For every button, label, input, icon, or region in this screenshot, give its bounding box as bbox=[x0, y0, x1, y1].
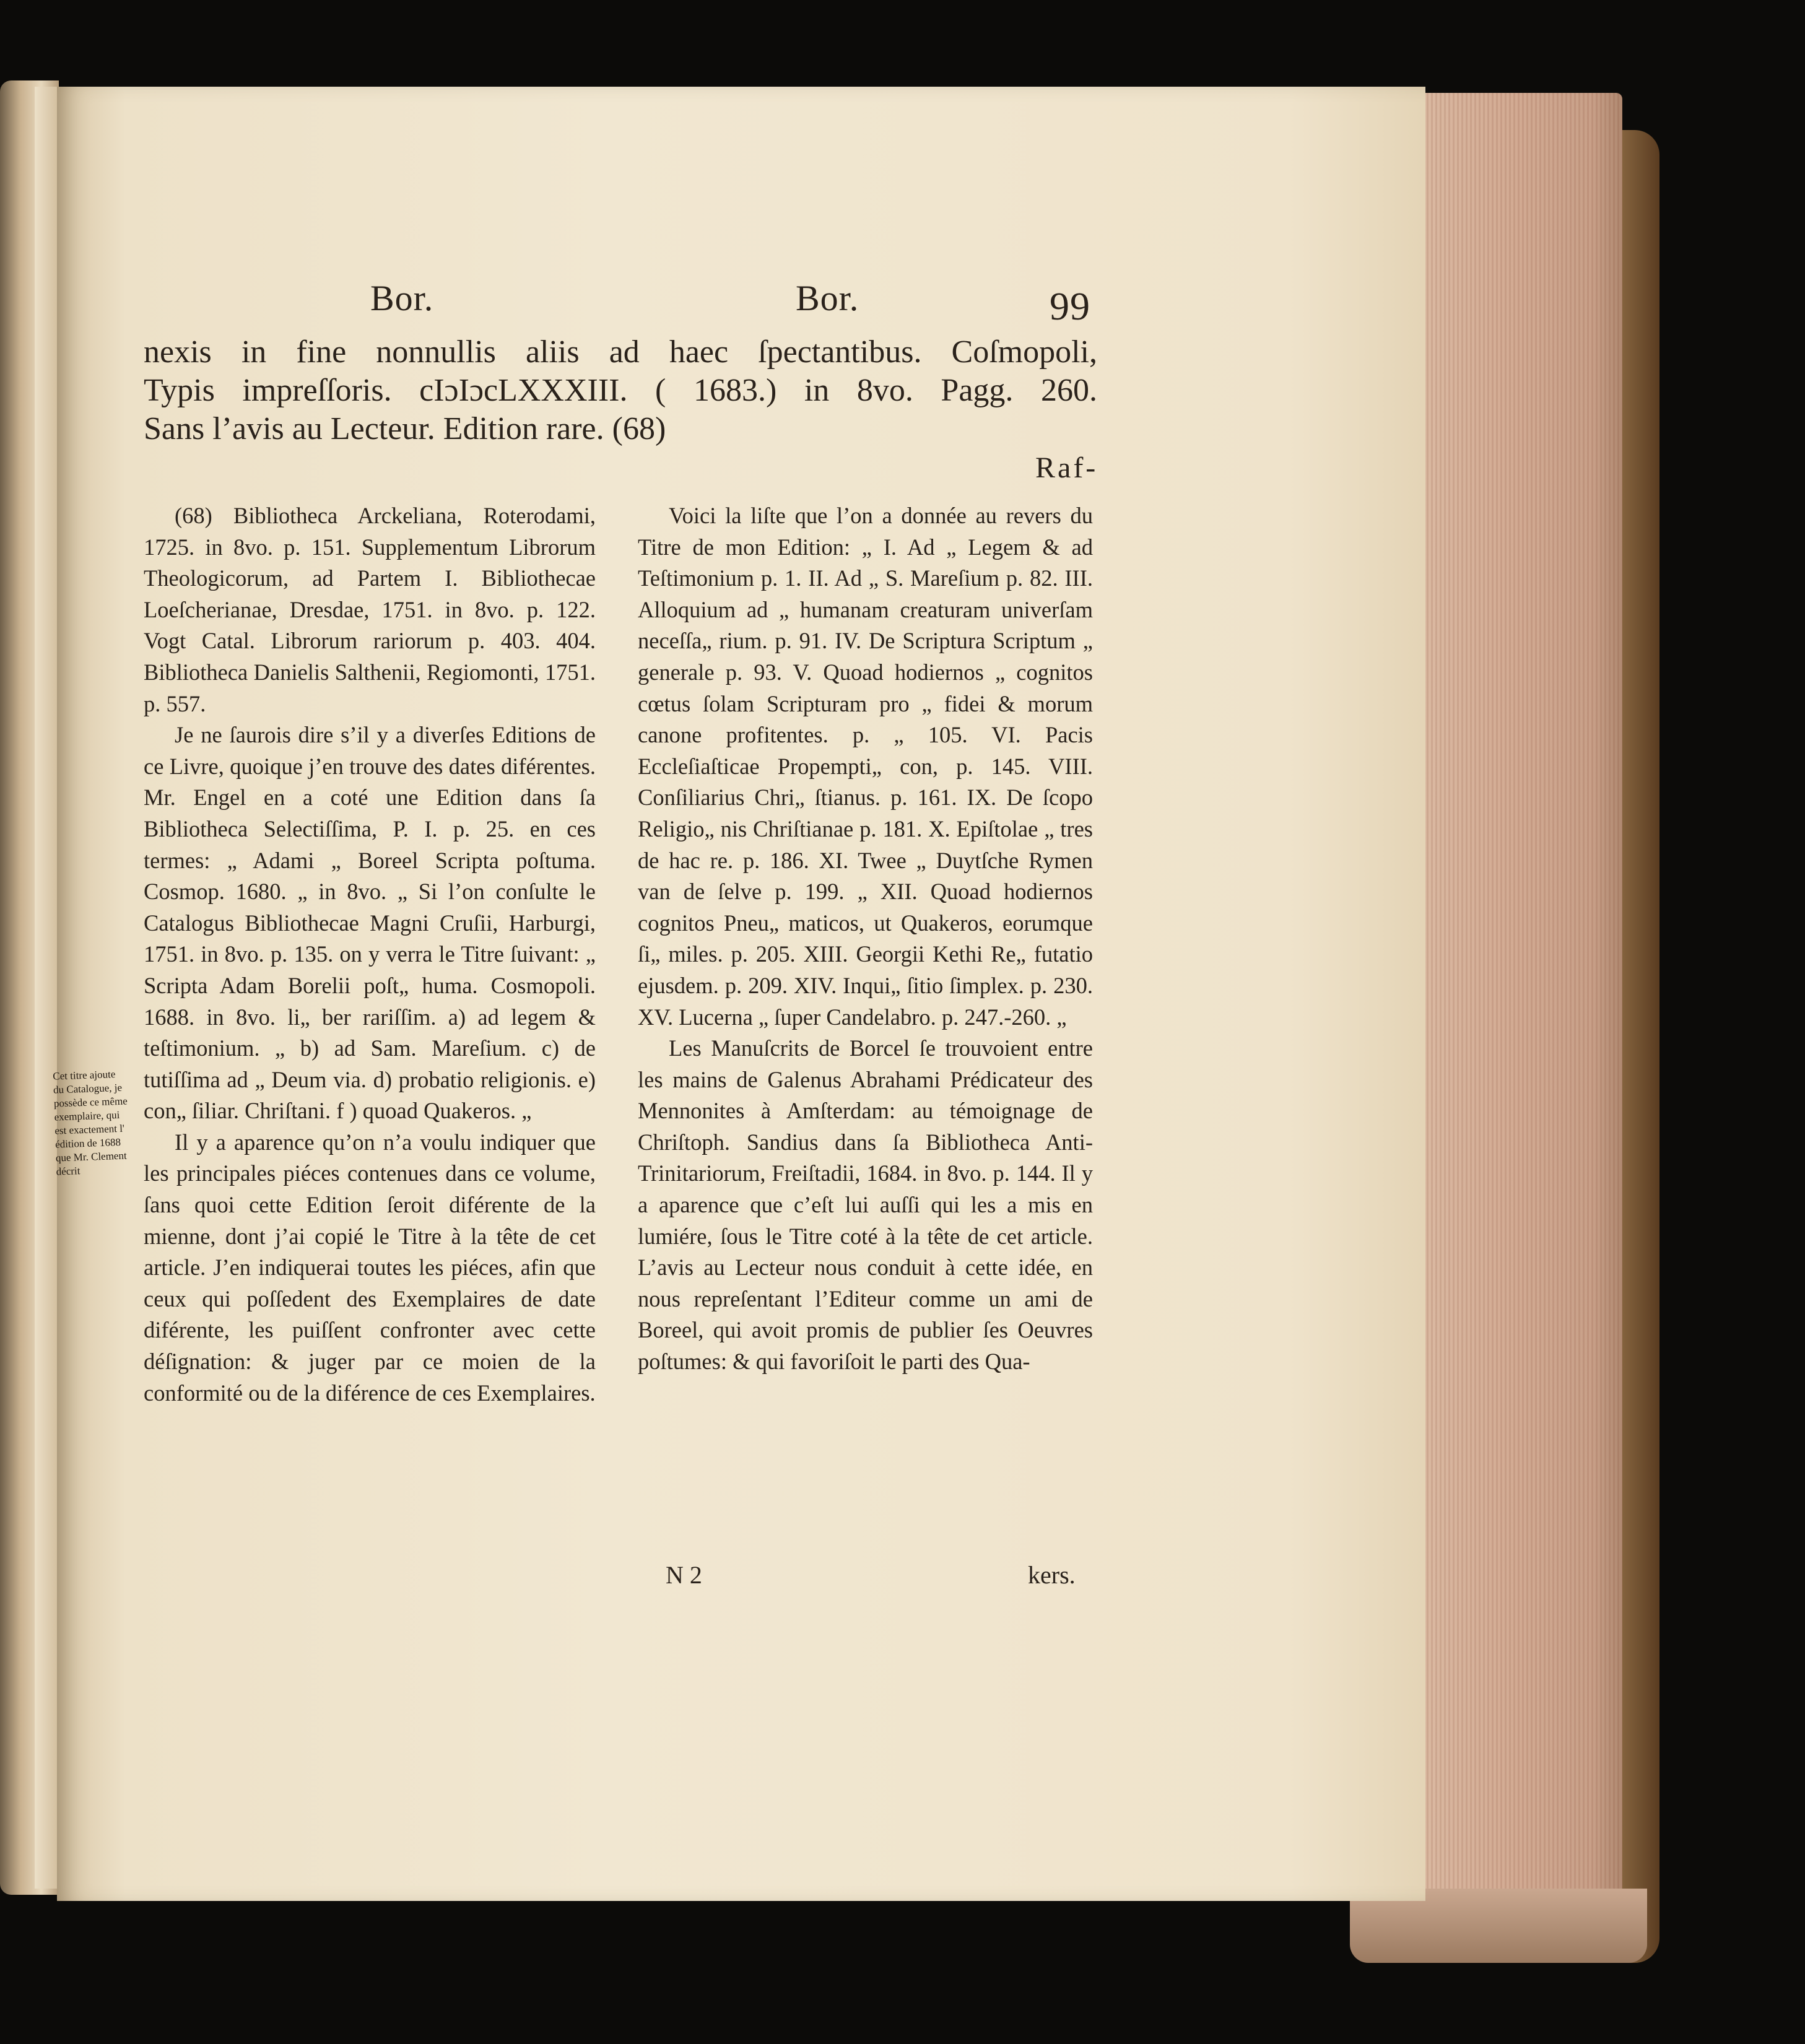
left-column bbox=[144, 500, 596, 1409]
right-column bbox=[638, 500, 1093, 1378]
margin-note-line: décrit bbox=[56, 1165, 80, 1178]
running-head-left: Bor. bbox=[370, 278, 434, 318]
lead-line: nexis in fine nonnullis aliis ad haec ſpectantibus. Coſmopoli, bbox=[144, 334, 1097, 370]
margin-note-line: que Mr. Clement bbox=[55, 1149, 127, 1164]
body-paragraph: Je ne ſaurois dire s’il y a diverſes Editions de ce Livre, quoique j’en trouve des dates diférentes. Mr. Engel en a coté une Edition dans ſa Bibliotheca Selectiſſima, P. I. p. 25. en ces termes: „ Adami „ Boreel Scripta poſtuma. Cosmop. 1680. „ in 8vo. „ Si l’on conſulte le Catalogus Bibliothecae Magni Cruſii, Harburgi, 1751. in 8vo. p. 135. on y verra le Titre ſuivant: „ Scripta Adam Borelii poſt„ huma. Cosmopoli. 1688. in 8vo. li„ ber rariſſim. a) ad legem & teſtimonium. „ b) ad Sam. Mareſium. c) de tutiſſima ad „ Deum via. d) probatio religionis. e) con„ ſiliar. Chriſtani. f ) quoad Quakeros. „ bbox=[144, 722, 596, 1124]
body-paragraph: Les Manuſcrits de Borcel ſe trouvoient entre les mains de Galenus Abrahami Prédicateur des Mennonites à Amſterdam: au témoignage de Chriſtoph. Sandius dans ſa Bibliotheca Anti-Trinitariorum, Freiſtadii, 1684. in 8vo. p. 144. Il y a aparence que c’eſt lui auſſi qui les a mis en lumiére, ſous le Titre coté à la tête de cet article. L’avis au Lecteur nous conduit à cette idée, en nous repreſentant l’Editeur comme un ami de Boreel, qui avoit promis de publier ſes Oeuvres poſtumes: & qui favoriſoit le parti des Qua- bbox=[638, 1035, 1093, 1375]
page-number: 99 bbox=[1050, 284, 1090, 328]
running-head-center: Bor. bbox=[796, 278, 859, 318]
margin-note-line: exemplaire, qui bbox=[54, 1108, 120, 1123]
catchword-top: Raf- bbox=[1035, 451, 1098, 484]
lead-paragraph bbox=[144, 333, 1097, 448]
body-paragraph: Il y a aparence qu’on n’a voulu indiquer que les principales piéces contenues dans ce volume, ſans quoi cette Edition ſeroit diférente de la mienne, dont j’ai copié le Titre à la tête de cet article. J’en indiquerai toutes les piéces, afin que ceux qui poſſedent des Exemplaires de date diférente, les puiſſent confronter avec cette déſignation: & juger par ce moien de la conformité ou de la diférence de ces Exemplaires. bbox=[144, 1129, 596, 1406]
handwritten-margin-note bbox=[53, 1066, 149, 1178]
body-paragraph: Voici la liſte que l’on a donnée au revers du Titre de mon Edition: „ I. Ad „ Legem & ad Teſtimonium p. 1. II. Ad „ S. Mareſium p. 82. III. Alloquium ad „ humanam creaturam univerſam neceſſa„ rium. p. 91. IV. De Scriptura Scriptum „ generale p. 93. V. Quoad hodiernos „ cognitos cœtus ſolam Scripturam pro „ fidei & morum canone profitentes. p. „ 105. VI. Pacis Eccleſiaſticae Propempti„ con, p. 145. VIII. Conſiliarius Chri„ ſtianus. p. 161. IX. De ſcopo Religio„ nis Chriſtianae p. 181. X. Epiſtolae „ tres de hac re. p. 186. XI. Twee „ Duytſche Rymen van de ſelve p. 199. „ XII. Quoad hodiernos cognitos Pneu„ maticos, ut Quakeros, eorumque ſi„ miles. p. 205. XIII. Georgii Kethi Re„ futatio ejusdem. p. 209. XIV. Inqui„ ſitio ſimplex. p. 230. XV. Lucerna „ ſuper Candelabro. p. 247.-260. „ bbox=[638, 503, 1093, 1030]
catchword-bottom: kers. bbox=[1028, 1561, 1076, 1589]
left-page-gutter bbox=[35, 87, 59, 1889]
margin-note-line: Cet titre ajoute bbox=[53, 1068, 116, 1082]
margin-note-line: édition de 1688 bbox=[54, 1136, 121, 1150]
lead-line: Typis impreſſoris. cIɔIɔcLXXXIII. ( 1683.) in 8vo. Pagg. 260. bbox=[144, 373, 1097, 408]
margin-note-line: du Catalogue, je bbox=[53, 1081, 123, 1096]
footnote-paragraph: (68) Bibliotheca Arckeliana, Roterodami, 1725. in 8vo. p. 151. Supplementum Librorum Theologicorum, ad Partem I. Bibliothecae Loeſcherianae, Dresdae, 1751. in 8vo. p. 122. Vogt Catal. Librorum rariorum p. 403. 404. Bibliotheca Danielis Salthenii, Regiomonti, 1751. p. 557. bbox=[144, 503, 596, 716]
signature-mark: N 2 bbox=[666, 1561, 702, 1589]
lead-line: Sans l’avis au Lecteur. Edition rare. (68) bbox=[144, 411, 666, 446]
page-stack-edge bbox=[1418, 93, 1622, 1963]
margin-note-line: est exactement l' bbox=[54, 1122, 125, 1137]
margin-note-line: possède ce même bbox=[53, 1095, 128, 1110]
